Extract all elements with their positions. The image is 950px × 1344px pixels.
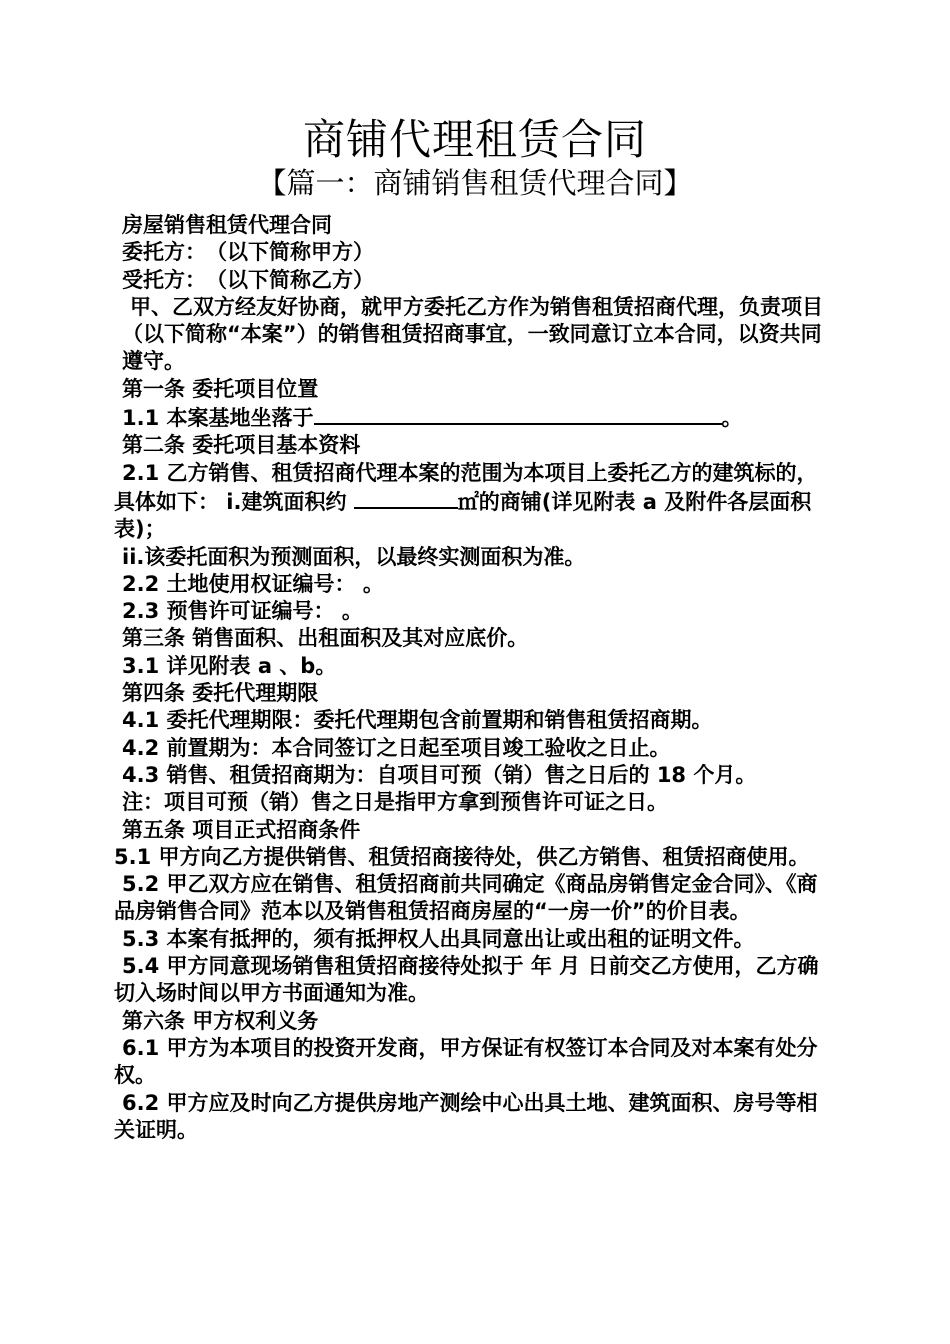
paragraph: 5.4 甲方同意现场销售租赁招商接待处拟于 年 月 日前交乙方使用，乙方确切入场时间以甲方书面通知为准。 (114, 954, 819, 1006)
clause-text: ㎡的商铺(详见附表 a 及附件各层面积表)； (114, 489, 812, 542)
clause-text: 。 (721, 406, 743, 431)
paragraph: 3.1 详见附表 a 、b。 (122, 653, 337, 678)
fill-in-blank (354, 487, 458, 509)
document-subtitle: 【篇一：商铺销售租赁代理合同】 (257, 166, 693, 200)
section-heading: 第四条 委托代理期限 (122, 681, 319, 706)
paragraph: 6.1 甲方为本项目的投资开发商，甲方保证有权签订本合同及对本案有处分权。 (114, 1035, 818, 1088)
paragraph: 4.3 销售、租赁招商期为：自项目可预（销）售之日后的 18 个月。 (122, 762, 757, 787)
paragraph: 2.2 土地使用权证编号： 。 (122, 571, 384, 596)
section-heading: 第六条 甲方权利义务 (122, 1008, 319, 1033)
section-heading: 第一条 委托项目位置 (122, 376, 319, 401)
contract-body (114, 212, 834, 1144)
paragraph: 4.1 委托代理期限：委托代理期包含前置期和销售租赁招商期。 (122, 708, 713, 733)
paragraph: 2.3 预售许可证编号： 。 (122, 599, 363, 624)
clause-text: 1.1 本案基地坐落于 (122, 406, 314, 431)
fill-in-blank (314, 403, 722, 425)
paragraph (114, 460, 834, 544)
section-heading: 第二条 委托项目基本资料 (122, 433, 361, 458)
paragraph: 5.3 本案有抵押的，须有抵押权人出具同意出让或出租的证明文件。 (122, 926, 755, 951)
paragraph: 6.2 甲方应及时向乙方提供房地产测绘中心出具土地、建筑面积、房号等相关证明。 (114, 1090, 818, 1142)
section-heading: 第五条 项目正式招商条件 (122, 817, 361, 842)
document-title: 商铺代理租赁合同 (302, 115, 647, 164)
paragraph: 受托方： （以下简称乙方） (122, 267, 374, 292)
section-heading: 房屋销售租赁代理合同 (122, 213, 332, 237)
clause-text: 2.1 乙方销售、租赁招商代理本案的范围为本项目上委托乙方的建筑标的，具体如下： i.建筑面积约 (114, 460, 818, 514)
paragraph: 注：项目可预（销）售之日是指甲方拿到预售许可证之日。 (122, 790, 668, 815)
paragraph: 5.1 甲方向乙方提供销售、租赁招商接待处，供乙方销售、租赁招商使用。 (114, 844, 810, 869)
section-heading: 第三条 销售面积、出租面积及其对应底价。 (122, 626, 529, 651)
paragraph: 甲、乙双方经友好协商，就甲方委托乙方作为销售租赁招商代理，负责项目（以下简称“本案”）的销售租赁招商事宜，一致同意订立本合同，以资共同遵守。 (122, 294, 823, 374)
paragraph (114, 403, 834, 432)
paragraph: ii.该委托面积为预测面积，以最终实测面积为准。 (122, 544, 586, 569)
paragraph: 委托方： （以下简称甲方） (122, 240, 374, 265)
paragraph: 4.2 前置期为：本合同签订之日起至项目竣工验收之日止。 (122, 735, 671, 760)
paragraph: 5.2 甲乙双方应在销售、租赁招商前共同确定《商品房销售定金合同》、《商品房销售合同》范本以及销售租赁招商房屋的“一房一价”的价目表。 (114, 872, 818, 924)
